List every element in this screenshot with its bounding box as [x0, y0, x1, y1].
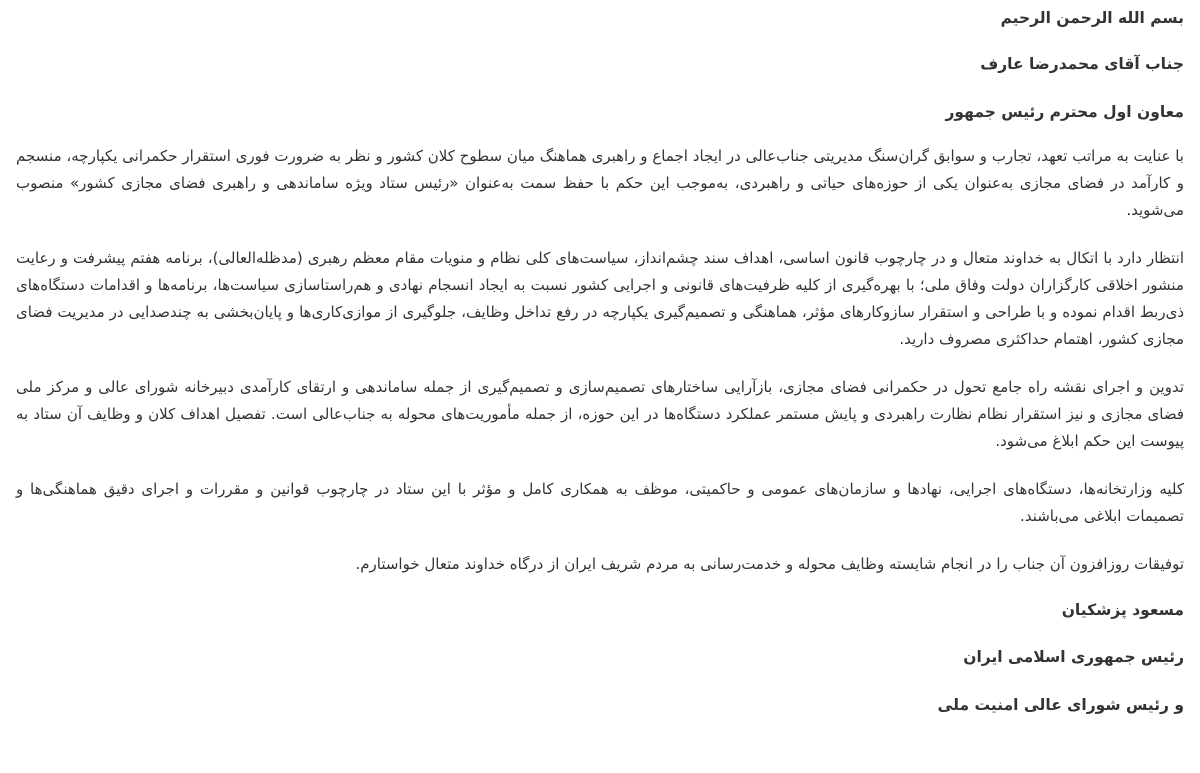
- body-paragraph-2: انتظار دارد با اتکال به خداوند متعال و در چارچوب قانون اساسی، اهداف سند چشم‌انداز، سیاست‌های کلی نظام و منویات مقام معظم رهبری (مدظله‌العالی)، برنامه هفتم پیشرفت و رعایت منشور اخلاقی کارگزاران دولت وفاق ملی؛ با بهره‌گیری از کلیه ظرفیت‌های قانونی و اجرایی کشور نسبت به ایجاد انسجام نهادی و هم‌راستاسازی سیاست‌ها، برنامه‌ها و اقدامات دستگاه‌های ذی‌ربط اقدام نموده و با طراحی و استقرار سازوکارهای مؤثر، هماهنگی و تصمیم‌گیری یکپارچه در رفع تداخل وظایف، جلوگیری از موازی‌کاری‌ها و پایان‌بخشی به چندصدایی در مدیریت فضای مجازی کشور، اهتمام حداکثری مصروف دارید.: [16, 249, 1184, 348]
- body-paragraph-5: توفیقات روزافزون آن جناب را در انجام شایسته وظایف محوله و خدمت‌رسانی به مردم شریف ایران از درگاه خداوند متعال خواستارم.: [355, 555, 1184, 573]
- body-paragraph-4: کلیه وزارتخانه‌ها، دستگاه‌های اجرایی، نهادها و سازمان‌های عمومی و حاکمیتی، موظف به همکاری کامل و مؤثر با این ستاد در چارچوب قوانین و مقررات و اجرای دقیق هماهنگی‌ها و تصمیمات ابلاغی می‌باشند.: [16, 480, 1184, 525]
- signatory-title-2: و رئیس شورای عالی امنیت ملی: [937, 696, 1184, 714]
- signatory-name: مسعود پزشکیان: [1061, 601, 1184, 619]
- body-paragraph-3: تدوین و اجرای نقشه راه جامع تحول در حکمرانی فضای مجازی، بازآرایی ساختارهای تصمیم‌سازی و تصمیم‌گیری از جمله ساماندهی و ارتقای کارآمدی دبیرخانه شورای عالی و مرکز ملی فضای مجازی و نیز استقرار نظام نظارت راهبردی و پایش مستمر عملکرد دستگاه‌ها در این حوزه، از جمله مأموریت‌های محوله به جناب‌عالی است. تفصیل اهداف کلان و وظایف آن ستاد به پیوست این حکم ابلاغ می‌شود.: [16, 378, 1184, 450]
- signatory-title-1: رئیس جمهوری اسلامی ایران: [963, 648, 1184, 666]
- body-paragraph-1: با عنایت به مراتب تعهد، تجارب و سوابق گران‌سنگ مدیریتی جناب‌عالی در ایجاد اجماع و راهبری هماهنگ میان سطوح کلان کشور و نظر به ضرورت فوری استقرار حکمرانی یکپارچه، منسجم و کارآمد در فضای مجازی به‌عنوان یکی از حوزه‌های حیاتی و راهبردی، به‌موجب این حکم با حفظ سمت به‌عنوان «رئیس ستاد ویژه ساماندهی و راهبری فضای مجازی کشور» منصوب می‌شوید.: [16, 147, 1184, 219]
- addressee-name: جناب آقای محمدرضا عارف: [980, 55, 1184, 73]
- addressee-title: معاون اول محترم رئیس جمهور: [945, 103, 1184, 121]
- basmala-heading: بسم الله الرحمن الرحیم: [1000, 9, 1184, 27]
